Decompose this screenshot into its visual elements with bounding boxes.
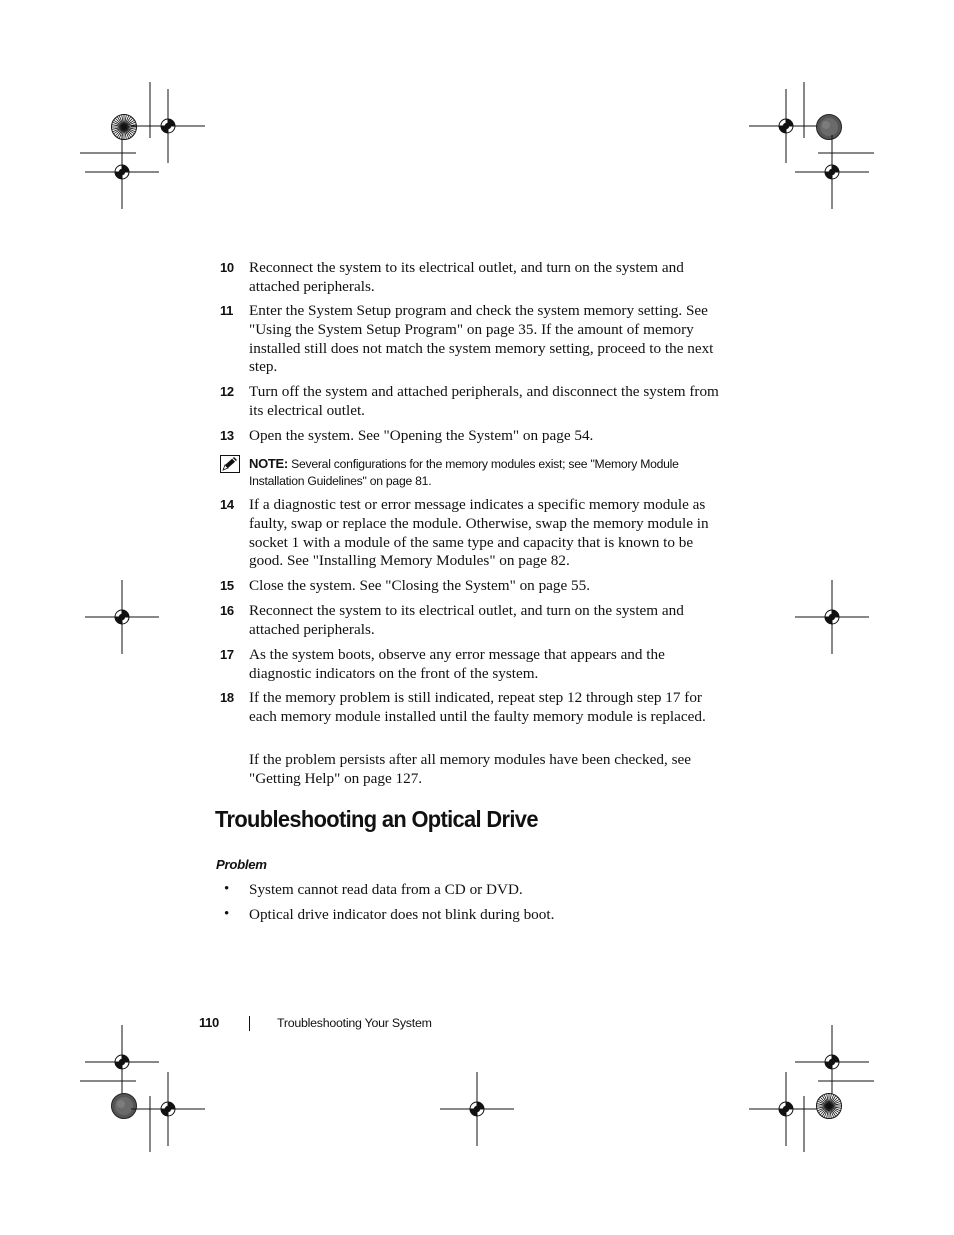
section-heading: Troubleshooting an Optical Drive	[215, 806, 538, 832]
step-text: Reconnect the system to its electrical outlet, and turn on the system and attached peripherals.	[249, 602, 684, 638]
problem-subheading: Problem	[216, 857, 267, 872]
step-text: Enter the System Setup program and check the system memory setting. See "Using the System Setup Program" on page 35. If the amount of memory installed still does not match the system memory setting, proceed to the next step.	[249, 302, 714, 376]
step-number: 13	[220, 428, 234, 443]
note-label: NOTE:	[249, 456, 288, 471]
step-text: As the system boots, observe any error message that appears and the diagnostic indicators on the front of the system.	[249, 646, 665, 682]
step-text: If the memory problem is still indicated, repeat step 12 through step 17 for each memory module installed until the faulty memory module is replaced.	[249, 689, 706, 725]
step-number: 15	[220, 578, 234, 593]
step-number: 17	[220, 647, 234, 662]
step-number: 18	[220, 690, 234, 705]
footer-chapter-title: Troubleshooting Your System	[277, 1016, 432, 1030]
step-number: 16	[220, 603, 234, 618]
followup-paragraph: If the problem persists after all memory modules have been checked, see "Getting Help" on page 127.	[249, 751, 691, 787]
note-body: Several configurations for the memory modules exist; see "Memory Module Installation Guidelines" on page 81.	[249, 457, 679, 488]
step-text: Open the system. See "Opening the System" on page 54.	[249, 427, 594, 444]
bullet-icon: •	[224, 906, 230, 922]
bullet-text: System cannot read data from a CD or DVD.	[249, 881, 523, 898]
footer-divider	[249, 1016, 250, 1031]
bullet-text: Optical drive indicator does not blink during boot.	[249, 906, 555, 923]
step-number: 14	[220, 497, 234, 512]
step-number: 10	[220, 260, 234, 275]
step-text: If a diagnostic test or error message indicates a specific memory module as faulty, swap or replace the module. Otherwise, swap the memory module in socket 1 with a module of the same type and capacity that is known to be good. See "Installing Memory Modules" on page 82.	[249, 496, 709, 570]
step-text: Turn off the system and attached peripherals, and disconnect the system from its electrical outlet.	[249, 383, 719, 419]
step-text: Close the system. See "Closing the System" on page 55.	[249, 577, 591, 594]
bullet-icon: •	[224, 881, 230, 897]
step-number: 11	[220, 303, 233, 318]
pencil-note-icon	[220, 455, 240, 473]
step-text: Reconnect the system to its electrical outlet, and turn on the system and attached peripherals.	[249, 259, 684, 295]
page-number: 110	[199, 1015, 219, 1030]
step-number: 12	[220, 384, 234, 399]
note-text	[249, 455, 729, 490]
